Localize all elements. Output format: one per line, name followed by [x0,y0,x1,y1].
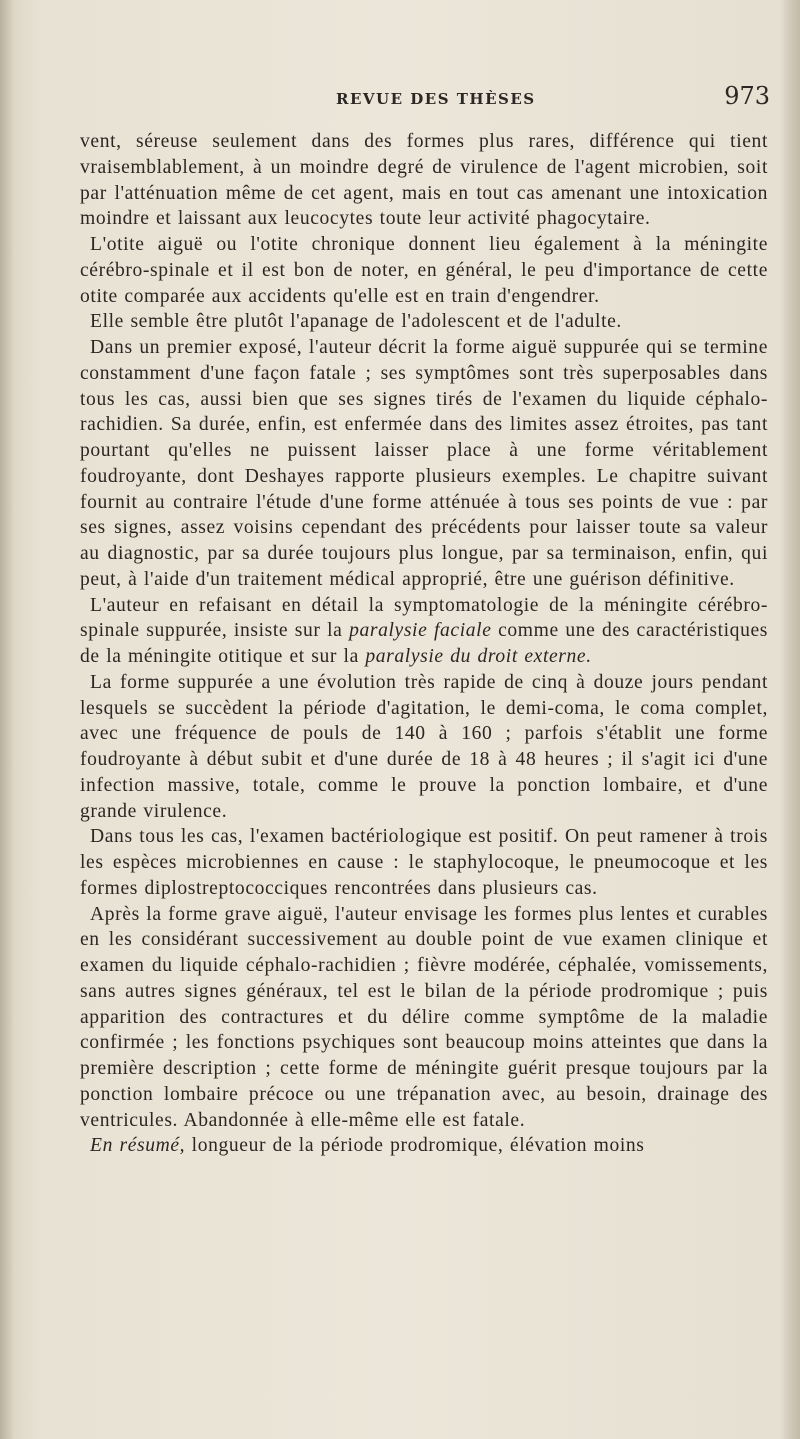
text-run: L'auteur en refaisant en détail la symptomatologie de la méningite cérébro-spinale suppurée, insiste sur la [80,594,768,642]
paragraph [80,129,768,232]
paragraph [80,335,768,593]
italic-text: paralysie du droit externe. [365,646,592,667]
paragraph [80,1133,768,1159]
text-run: La forme suppurée a une évolution très rapide de cinq à douze jours pendant lesquels se succèdent la période d'agitation, le demi-coma, le coma complet, avec une fréquence de pouls de 140 à 160 ; parfois s'établit une forme foudroyante à début subit et d'une durée de 18 à 48 heures ; il s'agit ici d'une infection massive, totale, comme le prouve la ponction lombaire, et d'une grande virulence. [80,671,768,822]
paragraph [80,670,768,825]
italic-text: paralysie faciale [349,620,492,642]
page-number: 973 [724,82,770,110]
paragraph [80,902,768,1134]
paragraph [80,593,768,670]
text-run: longueur de la période prodromique, élévation moins [185,1135,645,1157]
paragraph [80,309,768,335]
page-header [80,82,770,116]
text-run: L'otite aiguë ou l'otite chronique donnent lieu également à la méningite cérébro-spinale et il est bon de noter, en général, le peu d'importance de cette otite comparée aux accidents qu'elle est en train d'engendrer. [80,234,768,307]
running-title: REVUE DES THÈSES [336,90,536,108]
italic-text: En résumé, [90,1135,186,1157]
text-run: Elle semble être plutôt l'apanage de l'adolescent et de l'adulte. [90,311,622,333]
text-run: comme une des caractéristiques de la méningite otitique et sur la [80,620,768,667]
text-run: Dans un premier exposé, l'auteur décrit la forme aiguë suppurée qui se termine constamment d'une façon fatale ; ses symptômes sont très superposables dans tous les cas, aussi bien que ses signes tirés de l'examen du liquide céphalo-rachidien. Sa durée, enfin, est enfermée dans des limites assez étroites, pas tant pourtant qu'elles ne puissent laisser place à une forme véritablement foudroyante, dont Deshayes rapporte plusieurs exemples. Le chapitre suivant fournit au contraire l'étude d'une forme atténuée à tous ses points de vue : par ses signes, assez voisins cependant des précédents pour laisser toute sa valeur au diagnostic, par sa durée toujours plus longue, par sa terminaison, enfin, qui peut, à l'aide d'un traitement médical approprié, être une guérison définitive. [80,337,768,590]
text-run: Après la forme grave aiguë, l'auteur envisage les formes plus lentes et curables en les considérant successivement au double point de vue examen clinique et examen du liquide céphalo-rachidien ; fièvre modérée, céphalée, vomissements, sans autres signes généraux, tel est le bilan de la période prodromique ; puis apparition des contractures et du délire comme symptôme de la maladie confirmée ; les fonctions psychiques sont beaucoup moins atteintes que dans la première description ; cette forme de méningite guérit presque toujours par la ponction lombaire précoce ou une trépanation avec, au besoin, drainage des ventricules. Abandonnée à elle-même elle est fatale. [80,903,768,1131]
paragraph [80,824,768,901]
page-right-shadow [780,0,800,1439]
page-left-shadow [0,0,14,1439]
paragraph [80,232,768,309]
text-run: Dans tous les cas, l'examen bactériologique est positif. On peut ramener à trois les espèces microbiennes en cause : le staphylocoque, le pneumocoque et les formes diplostreptococciques rencontrées dans plusieurs cas. [80,826,768,899]
text-run: vent, séreuse seulement dans des formes plus rares, différence qui tient vraisemblablement, à un moindre degré de virulence de l'agent microbien, soit par l'atténuation même de cet agent, mais en tout cas amenant une intoxication moindre et laissant aux leucocytes toute leur activité phagocytaire. [80,131,768,230]
body-text [80,129,768,1159]
